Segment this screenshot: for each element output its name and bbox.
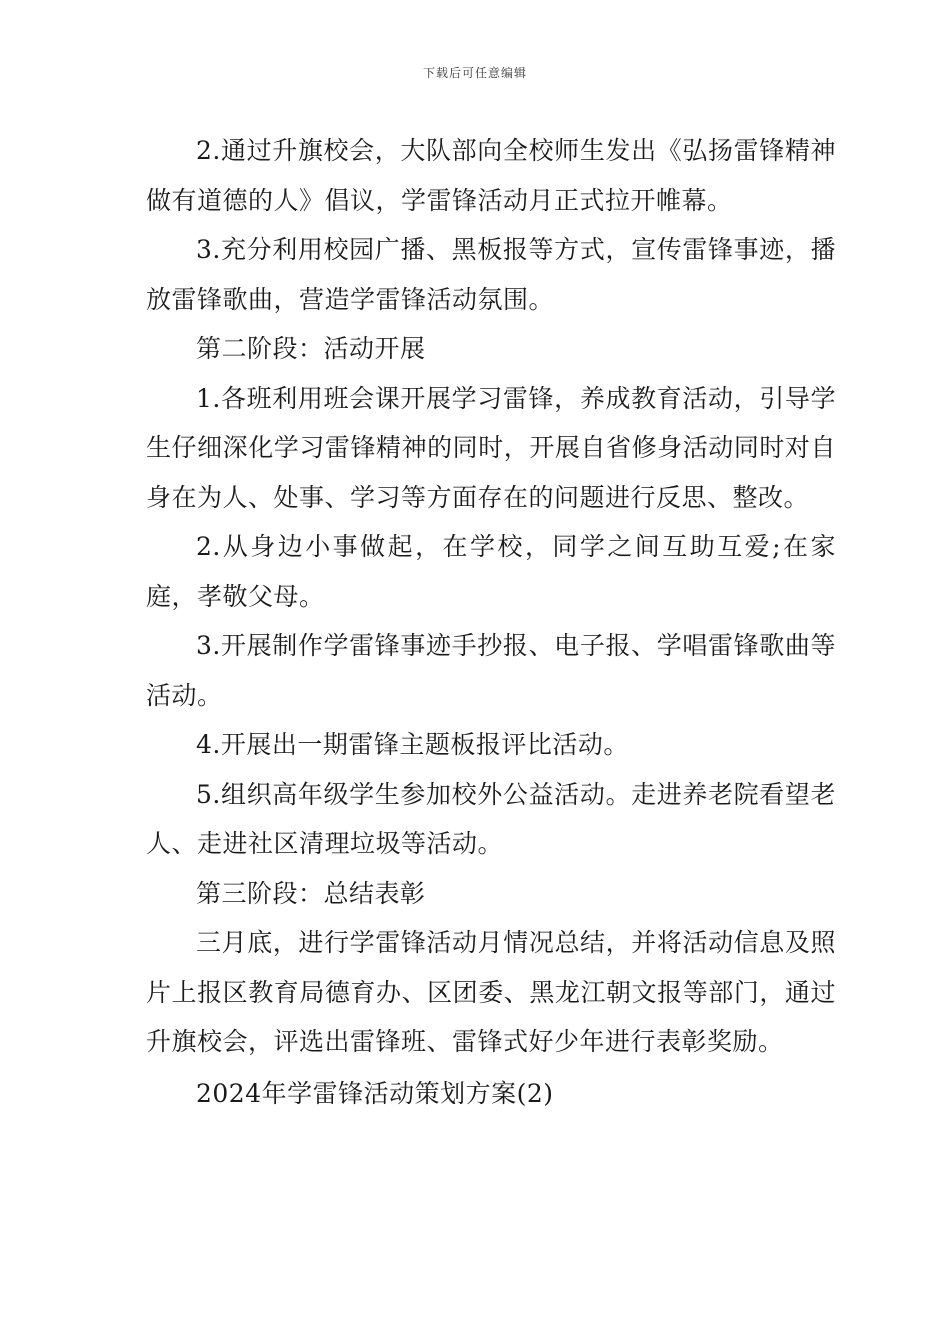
paragraph-step-2-flag-ceremony: 2.通过升旗校会，大队部向全校师生发出《弘扬雷锋精神做有道德的人》倡议，学雷锋活动月正式拉开帷幕。 xyxy=(146,136,836,215)
document-subtitle: 2024年学雷锋活动策划方案(2) xyxy=(196,1078,554,1108)
paragraph-public-welfare: 5.组织高年级学生参加校外公益活动。走进养老院看望老人、走进社区清理垃圾等活动。 xyxy=(146,779,836,858)
paragraph-class-meeting: 1.各班利用班会课开展学习雷锋，养成教育活动，引导学生仔细深化学习雷锋精神的同时，开展自省修身活动同时对自身在为人、处事、学习等方面存在的问题进行反思、整改。 xyxy=(146,383,836,512)
page-header-note: 下载后可任意编辑 xyxy=(422,66,527,80)
section-heading-stage-two: 第二阶段：活动开展 xyxy=(196,334,426,363)
paragraph-blackboard-contest: 4.开展出一期雷锋主题板报评比活动。 xyxy=(196,730,629,759)
document-body xyxy=(146,126,836,1118)
paragraph-summary-commendation: 三月底，进行学雷锋活动月情况总结，并将活动信息及照片上报区教育局德育办、区团委、黑龙江朝文报等部门，通过升旗校会，评选出雷锋班、雷锋式好少年进行表彰奖励。 xyxy=(146,928,836,1056)
section-heading-stage-three: 第三阶段：总结表彰 xyxy=(196,878,426,908)
paragraph-step-3-broadcast: 3.充分利用校园广播、黑板报等方式，宣传雷锋事迹，播放雷锋歌曲，营造学雷锋活动氛围。 xyxy=(146,235,836,314)
paragraph-newspaper-activity: 3.开展制作学雷锋事迹手抄报、电子报、学唱雷锋歌曲等活动。 xyxy=(146,631,836,710)
paragraph-small-deeds: 2.从身边小事做起，在学校，同学之间互助互爱;在家庭，孝敬父母。 xyxy=(146,532,836,611)
